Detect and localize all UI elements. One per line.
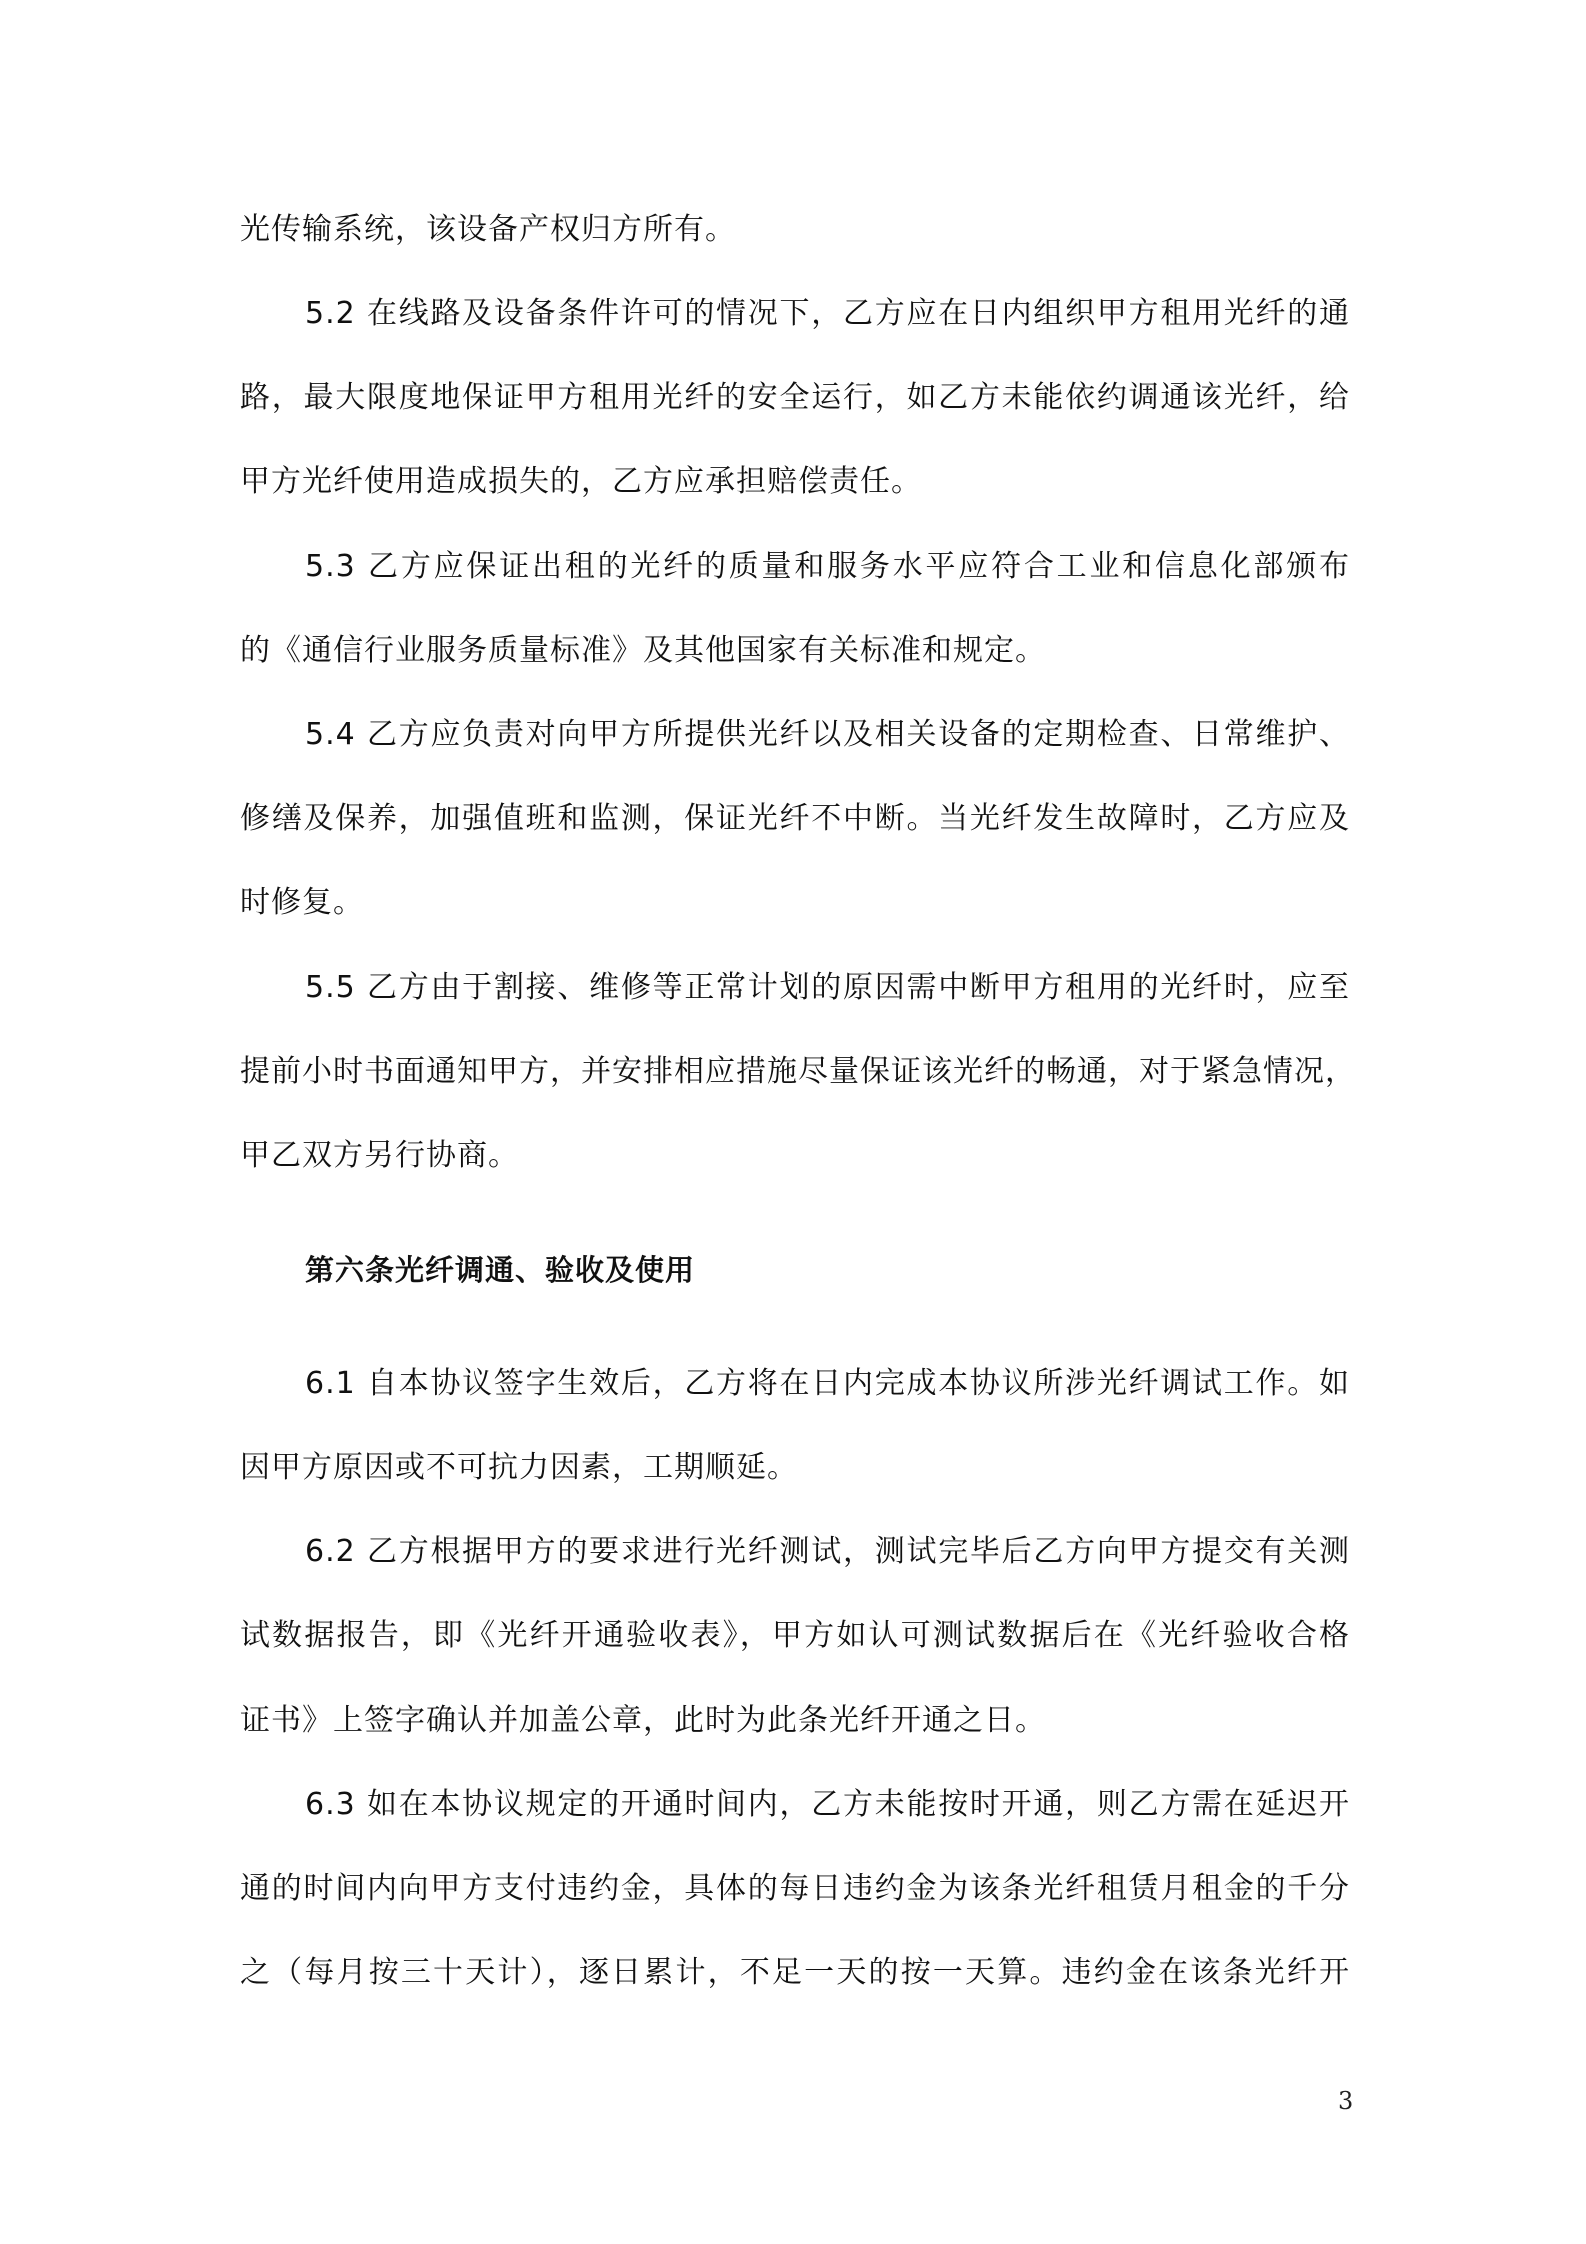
- clause-6-1-line-1: 6.1 自本协议签字生效后，乙方将在日内完成本协议所涉光纤调试工作。如: [305, 1366, 1350, 1401]
- clause-6-3-line-1: 6.3 如在本协议规定的开通时间内，乙方未能按时开通，则乙方需在延迟开: [305, 1787, 1350, 1822]
- clause-5-4-line-3: 时修复。: [240, 885, 364, 920]
- clause-5-2-line-2: 路，最大限度地保证甲方租用光纤的安全运行，如乙方未能依约调通该光纤，给: [240, 380, 1350, 415]
- clause-6-2-line-3: 证书》上签字确认并加盖公章，此时为此条光纤开通之日。: [240, 1703, 1046, 1738]
- section-heading: 第六条光纤调通、验收及使用: [305, 1253, 696, 1287]
- clause-5-2-line-3: 甲方光纤使用造成损失的，乙方应承担赔偿责任。: [240, 464, 922, 499]
- clause-5-5-line-2: 提前小时书面通知甲方，并安排相应措施尽量保证该光纤的畅通，对于紧急情况，: [240, 1054, 1356, 1089]
- clause-5-4-line-2: 修缮及保养，加强值班和监测，保证光纤不中断。当光纤发生故障时，乙方应及: [240, 801, 1350, 836]
- clause-5-3-line-2: 的《通信行业服务质量标准》及其他国家有关标准和规定。: [240, 633, 1046, 668]
- clause-6-2-line-2: 试数据报告，即《光纤开通验收表》，甲方如认可测试数据后在《光纤验收合格: [240, 1618, 1350, 1653]
- clause-5-3-line-1: 5.3 乙方应保证出租的光纤的质量和服务水平应符合工业和信息化部颁布: [305, 549, 1350, 584]
- clause-5-5-line-3: 甲乙双方另行协商。: [240, 1138, 519, 1173]
- clause-5-5-line-1: 5.5 乙方由于割接、维修等正常计划的原因需中断甲方租用的光纤时，应至: [305, 970, 1350, 1005]
- clause-5-4-line-1: 5.4 乙方应负责对向甲方所提供光纤以及相关设备的定期检查、日常维护、: [305, 717, 1350, 752]
- paragraph-line: 光传输系统，该设备产权归方所有。: [240, 212, 736, 247]
- clause-6-2-line-1: 6.2 乙方根据甲方的要求进行光纤测试，测试完毕后乙方向甲方提交有关测: [305, 1534, 1350, 1569]
- clause-5-2-line-1: 5.2 在线路及设备条件许可的情况下，乙方应在日内组织甲方租用光纤的通: [305, 296, 1350, 331]
- clause-6-3-line-2: 通的时间内向甲方支付违约金，具体的每日违约金为该条光纤租赁月租金的千分: [240, 1871, 1350, 1906]
- page-number: 3: [1338, 2087, 1354, 2115]
- clause-6-1-line-2: 因甲方原因或不可抗力因素，工期顺延。: [240, 1450, 798, 1485]
- clause-6-3-line-3: 之（每月按三十天计），逐日累计，不足一天的按一天算。违约金在该条光纤开: [240, 1955, 1350, 1990]
